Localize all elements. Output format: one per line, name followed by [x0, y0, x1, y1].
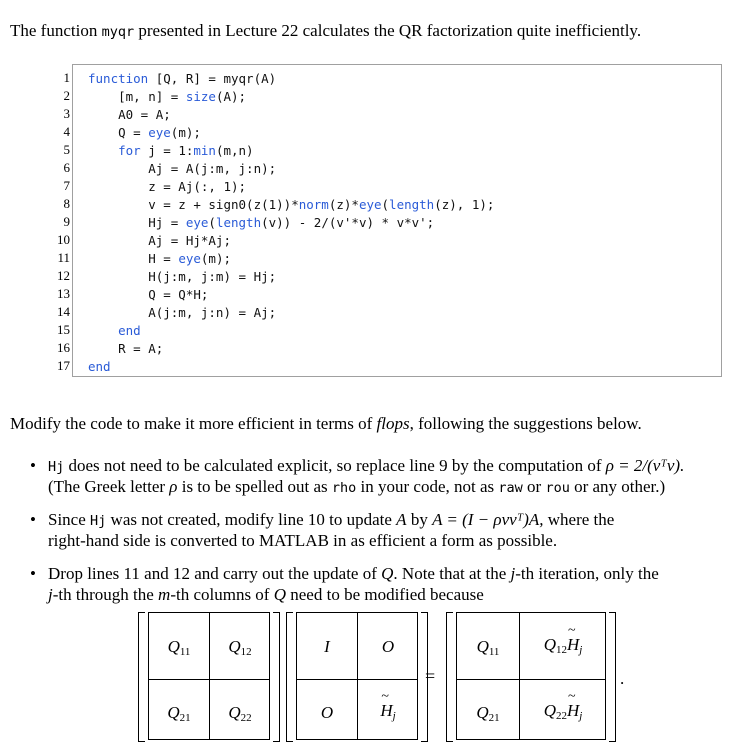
line-number: 2 [63, 88, 70, 103]
code-line: for j = 1:min(m,n) [118, 143, 254, 158]
var-j: j [510, 564, 516, 583]
rho-symbol: ρ [169, 477, 178, 496]
line-number: 12 [57, 268, 70, 283]
code-hj: Hj [90, 513, 107, 529]
equation-period: . [620, 669, 625, 688]
bullet-3-text-a1: Drop lines 11 and 12 and carry out the update of [48, 564, 382, 583]
line-number: 10 [57, 232, 70, 247]
line-number: 6 [63, 160, 70, 175]
bullet-3-text-b2: -th columns of [170, 585, 274, 604]
line-number-gutter [45, 69, 70, 375]
line-number: 4 [63, 124, 70, 139]
line-number: 3 [63, 106, 70, 121]
intro-paragraph [10, 20, 641, 43]
cell-q22: $Q_{22}$ [228, 703, 252, 724]
code-line: A(j:m, j:n) = Aj; [88, 305, 277, 320]
code-line: end [118, 323, 141, 338]
bullet-1-text-b2: is to be spelled out as [177, 477, 332, 496]
bullet-3-text-a3: -th iteration, only the [515, 564, 659, 583]
left-bracket [138, 612, 145, 742]
var-q: Q [381, 564, 394, 583]
line-number: 11 [57, 250, 70, 265]
intro-code-myqr: myqr [101, 24, 135, 40]
bullet-dot: • [30, 510, 36, 529]
intro-text: The function [10, 21, 102, 40]
bullet-1-text [48, 455, 712, 497]
code-listing [45, 64, 722, 377]
matrix-result [446, 612, 616, 742]
code-line: Q = Q*H; [88, 287, 209, 302]
cell-q21: $Q_{21}$ [476, 703, 500, 724]
bullet-1-text-b1: (The Greek letter [48, 477, 170, 496]
code-line: function [Q, R] = myqr(A) [88, 71, 277, 86]
code-rou: rou [545, 480, 570, 496]
matrix-grid [148, 612, 270, 740]
code-lines [88, 70, 494, 376]
update-expression: A = (I − ρvvᵀ)A, [432, 510, 544, 529]
code-line: z = Aj(:, 1); [88, 179, 247, 194]
cell-q11: $Q_{11}$ [476, 637, 500, 658]
bullet-2-text-a3: by [406, 510, 433, 529]
bullet-3-text-b3: need to be modified because [286, 585, 484, 604]
var-j: j [48, 585, 53, 604]
bullet-2-text-a1: Since [48, 510, 91, 529]
bullet-2-text-a2: was not created, modify line 10 to update [106, 510, 397, 529]
line-number: 1 [63, 70, 70, 85]
modify-paragraph [10, 413, 642, 434]
code-line: R = A; [88, 341, 164, 356]
matrix-grid [296, 612, 418, 740]
code-line: Q = eye(m); [88, 125, 201, 140]
line-number: 9 [63, 214, 70, 229]
code-line: end [88, 359, 111, 374]
cell-hj-tilde: ~ Hj [357, 701, 419, 722]
code-line: v = z + sign0(z(1))*norm(z)*eye(length(z), 1); [88, 197, 495, 212]
cell-q12-hj: $Q_{12}\sim$ Hj [519, 635, 607, 656]
cell-zero-bottom: O [320, 703, 334, 722]
modify-text-2: , following the suggestions below. [409, 414, 642, 433]
code-box [72, 64, 722, 377]
code-line: [m, n] = size(A); [88, 89, 247, 104]
bullet-dot: • [30, 456, 36, 475]
line-number: 8 [63, 196, 70, 211]
line-number: 5 [63, 142, 70, 157]
code-line: H = eye(m); [88, 251, 231, 266]
bullet-1-text-a: does not need to be calculated explicit, so replace line 9 by the computation of [64, 456, 606, 475]
cell-zero-top: O [381, 637, 395, 656]
bullet-3-text-b1: -th through the [52, 585, 159, 604]
matrix-h [286, 612, 428, 742]
left-bracket [286, 612, 293, 742]
bullet-1-text-b4: or [522, 477, 546, 496]
code-line: Aj = A(j:m, j:n); [88, 161, 277, 176]
bullet-1-text-b5: or any other.) [569, 477, 666, 496]
var-m: m [158, 585, 171, 604]
bullet-2-text [48, 509, 712, 551]
cell-q12: $Q_{12}$ [228, 637, 252, 658]
bullet-3-text [48, 563, 712, 605]
cell-q11: $Q_{11}$ [167, 637, 191, 658]
rho-expression: ρ = 2/(vᵀv). [605, 456, 685, 475]
line-number: 7 [63, 178, 70, 193]
cell-identity: I [324, 637, 330, 656]
line-number: 14 [57, 304, 70, 319]
modify-text: Modify the code to make it more efficient in terms of [10, 414, 377, 433]
var-a: A [396, 510, 407, 529]
cell-q21: $Q_{21}$ [167, 703, 191, 724]
flops-emphasis: flops [376, 414, 410, 433]
code-line: Aj = Hj*Aj; [88, 233, 231, 248]
bullet-2-text-b1: right-hand side is converted to MATLAB in as efficient a form as possible. [48, 531, 558, 550]
code-line: A0 = A; [88, 107, 171, 122]
bullet-3-text-a2: . Note that at the [393, 564, 511, 583]
line-number: 15 [57, 322, 70, 337]
right-bracket [273, 612, 280, 742]
right-bracket [609, 612, 616, 742]
equals-sign: = [425, 666, 436, 686]
bullet-dot: • [30, 564, 36, 583]
bullet-2-text-a4: where the [543, 510, 615, 529]
code-line: Hj = eye(length(v)) - 2/(v'*v) * v*v'; [88, 215, 435, 230]
code-rho: rho [331, 480, 357, 496]
line-number: 17 [57, 358, 70, 373]
matrix-q [138, 612, 280, 742]
cell-q22-hj: $Q_{22}\sim$ Hj [519, 701, 607, 722]
code-line: H(j:m, j:m) = Hj; [88, 269, 277, 284]
intro-text-2: presented in Lecture 22 calculates the QR factorization quite inefficiently. [134, 21, 642, 40]
line-number: 16 [57, 340, 70, 355]
matrix-grid [456, 612, 606, 740]
var-q: Q [273, 585, 286, 604]
code-raw: raw [498, 480, 523, 496]
left-bracket [446, 612, 453, 742]
bullet-1-text-b3: in your code, not as [356, 477, 499, 496]
line-number: 13 [57, 286, 70, 301]
code-hj: Hj [48, 459, 65, 475]
